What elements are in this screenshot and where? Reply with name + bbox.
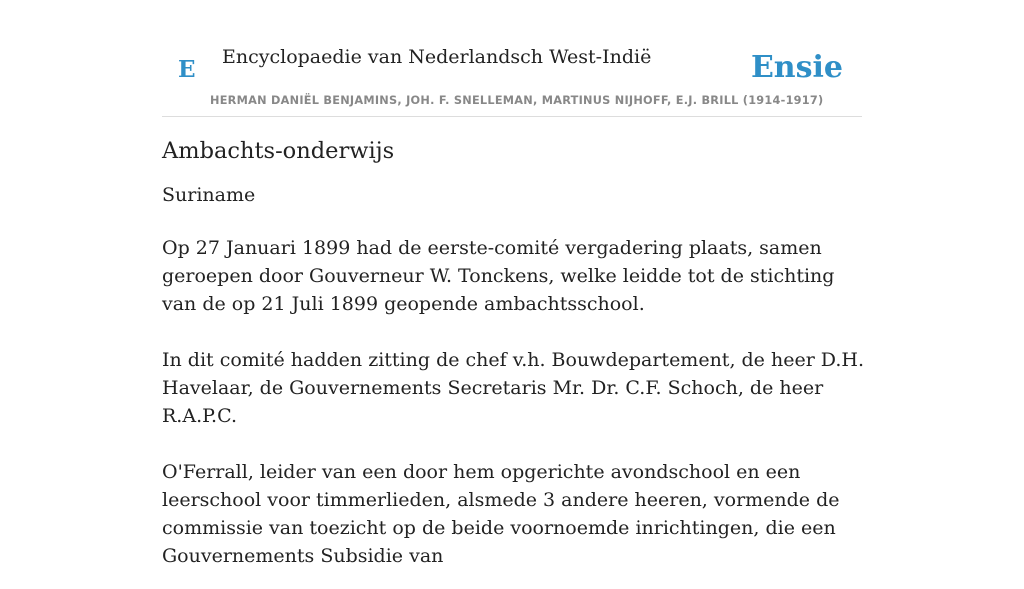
section-heading: Suriname	[162, 184, 256, 206]
publication-authors: HERMAN DANIËL BENJAMINS, JOH. F. SNELLEMAN, MARTINUS NIJHOFF, E.J. BRILL (1914-1917)	[210, 94, 824, 107]
publication-title[interactable]: Encyclopaedie van Nederlandsch West-Indië	[222, 46, 652, 68]
article-title: Ambachts-onderwijs	[162, 138, 395, 164]
article-paragraph: In dit comité hadden zitting de chef v.h. Bouwdepartement, de heer D.H. Havelaar, de Gouvernements Secretaris Mr. Dr. C.F. Schoch, de heer R.A.P.C.	[162, 349, 865, 427]
logo-icon[interactable]: E	[178, 56, 196, 83]
article-paragraph: O'Ferrall, leider van een door hem opgerichte avondschool en een leerschool voor timmerlieden, alsmede 3 andere heeren, vormende de commissie van toezicht op de beide voornoemde inrichtingen, die een Gouvernements Subsidie van	[162, 461, 840, 567]
article	[162, 138, 872, 589]
article-paragraph: Op 27 Januari 1899 had de eerste-comité vergadering plaats, samen geroepen door Gouverneur W. Tonckens, welke leidde tot de stichting van de op 21 Juli 1899 geopende ambachtsschool.	[162, 237, 835, 315]
brand-logo[interactable]: Ensie	[750, 50, 843, 85]
site-header	[162, 0, 862, 117]
